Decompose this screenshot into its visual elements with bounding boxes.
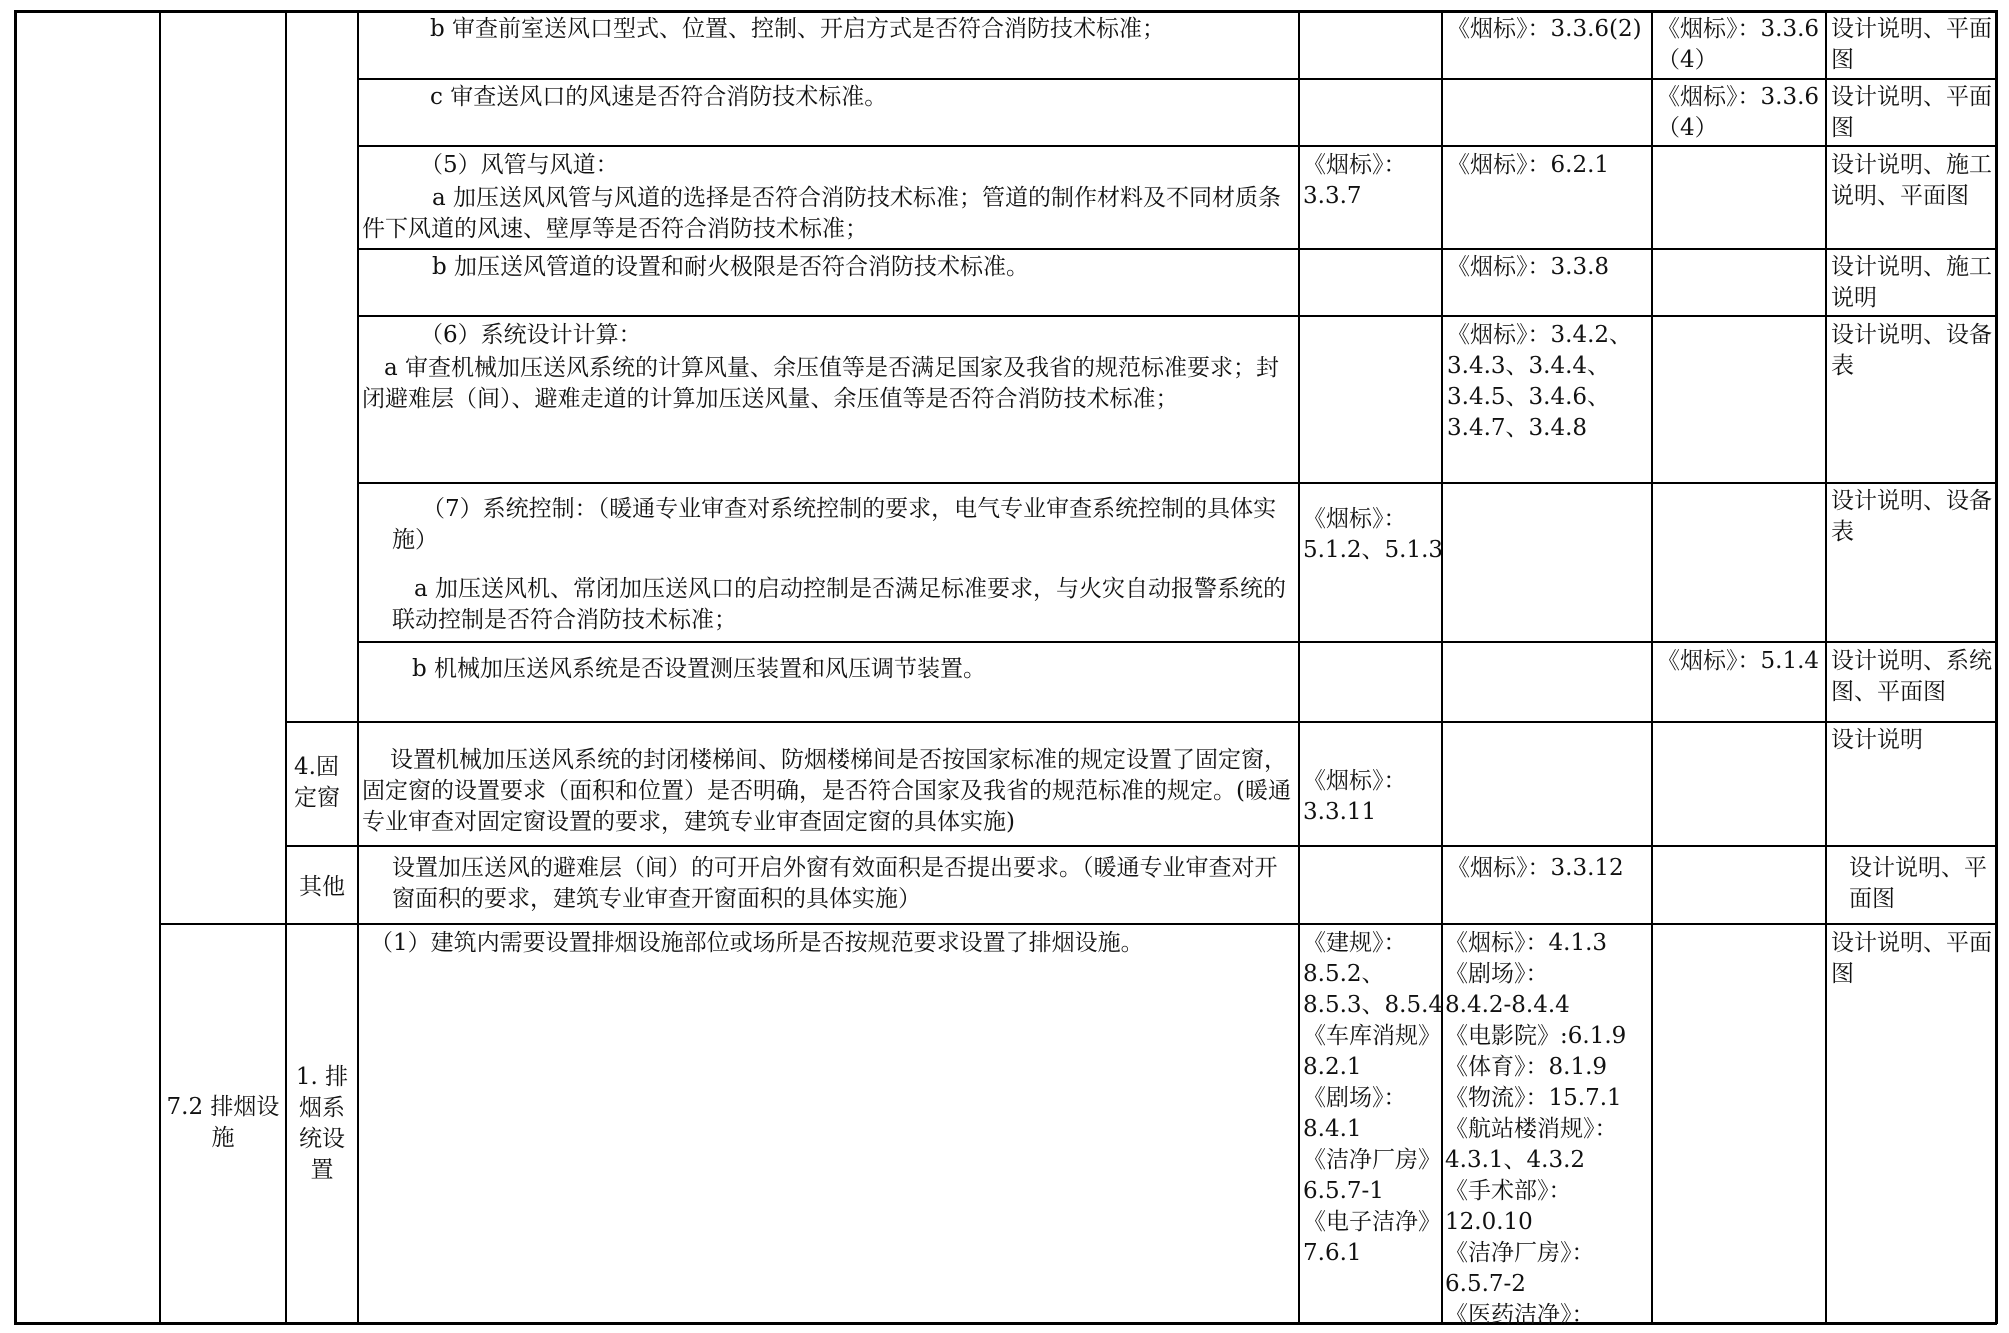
row1-ref-b: 《烟标》：3.3.6(2) — [1447, 16, 1642, 42]
row-line-3 — [357, 248, 1997, 250]
table-left-border — [14, 10, 17, 1324]
row3-ref-a: 《烟标》： 3.3.7 — [1303, 152, 1407, 209]
row-line-9 — [159, 923, 1997, 925]
row7-material: 设计说明、系统 图、平面图 — [1831, 648, 1992, 705]
row-line-7 — [285, 721, 1997, 723]
row5-ref-b: 《烟标》：3.4.2、 3.4.3、3.4.4、 3.4.5、3.4.6、 3.4.7、3.4.8 — [1447, 322, 1633, 441]
row5-material: 设计说明、设备 表 — [1831, 322, 1992, 379]
col-line-sub — [285, 10, 287, 1324]
row4-ref-b: 《烟标》：3.3.8 — [1447, 254, 1610, 280]
col-line-ref-a — [1298, 10, 1300, 1324]
row10-material: 设计说明、平面 图 — [1831, 930, 1992, 987]
row9-item: 设置加压送风的避难层（间）的可开启外窗有效面积是否提出要求。（暖通专业审查对开窗面积的要求，建筑专业审查开窗面积的具体实施） — [392, 855, 1278, 912]
row9-material: 设计说明、平 面图 — [1849, 855, 1987, 912]
row-line-5 — [357, 482, 1997, 484]
row-line-8 — [285, 845, 1997, 847]
row-line-2 — [357, 145, 1997, 147]
row10-ref-a: 《建规》： 8.5.2、 8.5.3、8.5.4 《车库消规》 8.2.1 《剧场》： 8.4.1 《洁净厂房》 6.5.7-1 《电子洁净》 7.6.1 — [1303, 930, 1444, 1266]
row4-material: 设计说明、施工 说明 — [1831, 254, 1992, 311]
row1-material: 设计说明、平面 图 — [1831, 16, 1992, 73]
row10-item: （1）建筑内需要设置排烟设施部位或场所是否按规范要求设置了排烟设施。 — [370, 930, 1144, 956]
table-bottom-border — [14, 1322, 1997, 1325]
row10-sub-label: 1. 排 烟系 统设 置 — [295, 1064, 349, 1183]
row3-material: 设计说明、施工 说明、平面图 — [1831, 152, 1992, 209]
row6-ref-a: 《烟标》： 5.1.2、5.1.3 — [1303, 506, 1444, 563]
row3-ref-b: 《烟标》：6.2.1 — [1447, 152, 1610, 178]
row5-item: a 审查机械加压送风系统的计算风量、余压值等是否满足国家及我省的规范标准要求；封闭避难层（间）、避难走道的计算加压送风量、余压值等是否符合消防技术标准； — [362, 355, 1280, 412]
row-line-1 — [357, 78, 1997, 80]
row1-item: b 审查前室送风口型式、位置、控制、开启方式是否符合消防技术标准； — [430, 16, 1166, 42]
col-line-ref-c — [1651, 10, 1653, 1324]
row8-ref-a: 《烟标》： 3.3.11 — [1303, 768, 1407, 825]
row1-ref-c: 《烟标》：3.3.6 （4） — [1657, 16, 1820, 73]
row8-sub-label: 4.固 定窗 — [294, 754, 340, 811]
row-line-4 — [357, 315, 1997, 317]
row8-item: 设置机械加压送风系统的封闭楼梯间、防烟楼梯间是否按国家标准的规定设置了固定窗，固定窗的设置要求（面积和位置）是否明确，是否符合国家及我省的规范标准的规定。(暖通专业审查对固定窗设置的要求，建筑专业审查固定窗的具体实施) — [362, 747, 1291, 835]
row6-material: 设计说明、设备 表 — [1831, 488, 1992, 545]
row3-heading: （5）风管与风道： — [420, 152, 619, 178]
row9-ref-b: 《烟标》：3.3.12 — [1447, 855, 1624, 881]
row3-item: a 加压送风风管与风道的选择是否符合消防技术标准；管道的制作材料及不同材质条件下风道的风速、壁厚等是否符合消防技术标准； — [362, 185, 1282, 242]
row2-item: c 审查送风口的风速是否符合消防技术标准。 — [430, 84, 888, 110]
section-smoke-exhaust-label: 7.2 排烟设 施 — [166, 1094, 280, 1151]
row6-heading: （7）系统控制：（暖通专业审查对系统控制的要求，电气专业审查系统控制的具体实施） — [392, 496, 1277, 553]
row2-material: 设计说明、平面 图 — [1831, 84, 1992, 141]
row7-item: b 机械加压送风系统是否设置测压装置和风压调节装置。 — [412, 656, 987, 682]
col-line-item — [357, 10, 359, 1324]
table-top-border — [14, 10, 1997, 13]
row9-sub-label: 其他 — [299, 874, 345, 900]
row2-ref-c: 《烟标》：3.3.6 （4） — [1657, 84, 1820, 141]
row7-ref-c: 《烟标》：5.1.4 — [1657, 648, 1820, 674]
row5-heading: （6）系统设计计算： — [420, 322, 642, 348]
row4-item: b 加压送风管道的设置和耐火极限是否符合消防技术标准。 — [432, 254, 1030, 280]
row8-material: 设计说明 — [1831, 727, 1923, 753]
row10-ref-b: 《烟标》：4.1.3 《剧场》： 8.4.2-8.4.4 《电影院》:6.1.9 《体育》：8.1.9 《物流》：15.7.1 《航站楼消规》： 4.3.1、4.3.2 《手术部》： 12.0.10 《洁净厂房》： 6.5.7-2 《医药洁净》： — [1445, 930, 1627, 1328]
row6-item: a 加压送风机、常闭加压送风口的启动控制是否满足标准要求，与火灾自动报警系统的联动控制是否符合消防技术标准； — [392, 576, 1287, 633]
row-line-6 — [357, 641, 1997, 643]
